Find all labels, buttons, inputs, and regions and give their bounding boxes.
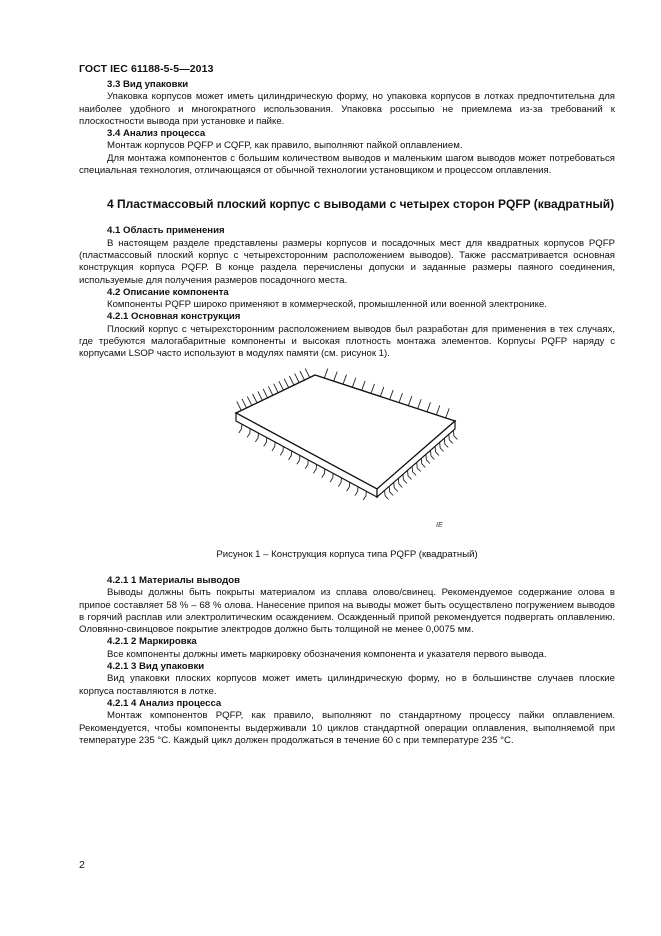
heading-3-4: 3.4 Анализ процесса — [107, 128, 206, 140]
heading-4-2: 4.2 Описание компонента — [107, 286, 229, 298]
paragraph-4-2-1: Плоский корпус с четырехсторонним расположением выводов был разработан для применения в тех случаях, где требуются малогабаритные компоненты и высокая плотность монтажа элементов. Корпусы PQFP наряду с корпусами LSOP часто используют в модулях памяти (см. рисунок 1). — [79, 323, 615, 360]
heading-4-2-1: 4.2.1 Основная конструкция — [107, 311, 241, 323]
paragraph-4-2: Компоненты PQFP широко применяют в коммерческой, промышленной или военной электронике. — [107, 299, 547, 311]
package-lead — [390, 390, 394, 400]
package-lead — [258, 391, 263, 400]
heading-3-3: 3.3 Вид упаковки — [107, 79, 189, 90]
paragraph-4-1: В настоящем разделе представлены размеры корпусов и посадочных мест для квадратных корпусов PQFP (пластмассовый плоский корпус с четырехсторонним расположением выводов). Также рассматривается основная конструкция корпуса PQFP. В конце раздела перечислены допуски и заданные размеры паяного соединения, используемые для получения размеров посадочного места. — [79, 237, 615, 286]
package-lead — [334, 371, 338, 381]
paragraph-4-2-1-4: Монтаж компонентов PQFP, как правило, выполняют по стандартному процессу пайки оплавлением. Рекомендуется, чтобы компоненты выдерживали 10 циклов стандартной операции оплавления, выполняемой при температуре 235 °С. Каждый цикл должен продолжаться в течение 60 с при температуре 235 °С. — [79, 710, 615, 746]
figure-1-caption: Рисунок 1 – Конструкция корпуса типа PQFP (квадратный) — [216, 548, 478, 560]
package-lead — [371, 384, 375, 394]
package-lead — [380, 387, 384, 397]
package-lead — [279, 381, 284, 390]
document-body — [79, 79, 615, 747]
package-lead — [408, 396, 412, 406]
package-lead — [446, 408, 450, 418]
pqfp-package-drawing — [224, 367, 474, 539]
heading-4-2-1-2: 4.2.1 2 Маркировка — [107, 636, 197, 648]
package-lead — [352, 377, 356, 387]
package-lead — [242, 399, 247, 408]
package-lead — [247, 396, 252, 405]
package-lead — [418, 399, 422, 409]
paragraph-3-4-b: Для монтажа компонентов с большим количеством выводов и маленьким шагом выводов может потребоваться специальная технология, отличающаяся от обычной технологии установщиком и процессом оплавления. — [79, 152, 615, 177]
paragraph-4-2-1-2: Все компоненты должны иметь маркировку обозначения компонента и указателя первого вывода. — [107, 648, 547, 660]
package-lead — [300, 371, 305, 380]
heading-4-2-1-3: 4.2.1 3 Вид упаковки — [107, 661, 205, 673]
page-number: 2 — [79, 859, 85, 871]
package-lead — [284, 378, 289, 387]
figure-1 — [79, 367, 615, 547]
package-lead — [305, 368, 310, 377]
package-lead — [436, 405, 440, 415]
package-lead — [237, 401, 242, 410]
package-lead — [343, 374, 347, 384]
document-header: ГОСТ IEC 61188-5-5—2013 — [79, 63, 214, 75]
package-lead — [263, 388, 268, 397]
paragraph-4-2-1-3: Вид упаковки плоских корпусов может иметь цилиндрическую форму, но в большинстве случаев плоские корпуса поставляются в лотке. — [79, 673, 615, 697]
package-lead — [289, 376, 294, 385]
package-lead — [427, 402, 431, 412]
package-lead — [362, 380, 366, 390]
package-lead — [268, 386, 273, 395]
heading-4-1: 4.1 Область применения — [107, 225, 225, 237]
package-lead — [324, 368, 328, 378]
package-lead — [253, 394, 257, 403]
section-4-title: 4 Пластмассовый плоский корпус с выводами с четырех сторон PQFP (квадратный) — [107, 197, 615, 212]
paragraph-3-3: Упаковка корпусов может иметь цилиндрическую форму, но упаковка корпусов в лотках предпочтительна для наиболее удобного и многократного использования. Упаковка россыпью не приемлема из-за требований к плоскостности вывода при установке и пайке. — [79, 91, 615, 127]
heading-4-2-1-4: 4.2.1 4 Анализ процесса — [107, 697, 222, 709]
paragraph-3-4-a: Монтаж корпусов PQFP и CQFP, как правило, выполняют пайкой оплавлением. — [107, 140, 463, 152]
heading-4-2-1-1: 4.2.1 1 Материалы выводов — [107, 574, 240, 586]
paragraph-4-2-1-1: Выводы должны быть покрыты материалом из сплава олово/свинец. Рекомендуемое содержание олова в припое составляет 58 % – 68 % олова. Нанесение припоя на выводы может быть осуществлено погружением выводов в горячий расплав или электролитическим осаждением. Осажденный припой рекомендуется подвергать оплавлению. Оловянно-свинцовое покрытие электродов должно быть толщиной не менее 0,0075 мм. — [79, 587, 615, 636]
figure-mark: IE — [436, 521, 443, 529]
package-lead — [399, 393, 403, 403]
package-lead — [295, 373, 300, 382]
package-lead — [274, 383, 279, 392]
